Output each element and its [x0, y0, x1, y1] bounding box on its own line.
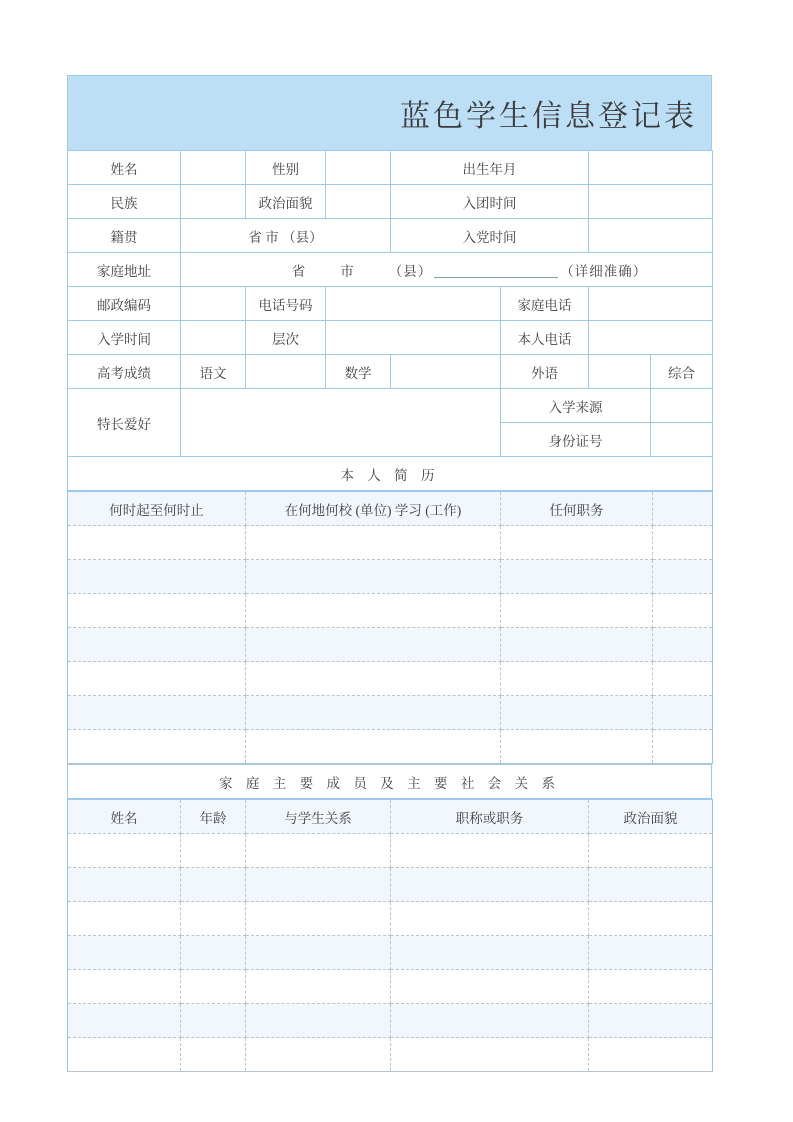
table-header-row — [68, 800, 713, 834]
family-cell-name[interactable] — [68, 970, 181, 1004]
family-cell-title[interactable] — [391, 936, 589, 970]
family-cell-name[interactable] — [68, 834, 181, 868]
table-row[interactable] — [68, 902, 713, 936]
resume-table — [67, 491, 713, 764]
resume-cell-position[interactable] — [501, 628, 653, 662]
field-level[interactable] — [326, 321, 501, 355]
field-math-score[interactable] — [391, 355, 501, 389]
label-name: 姓名 — [68, 151, 181, 185]
resume-cell-institution[interactable] — [246, 730, 501, 764]
field-party-join-date[interactable] — [589, 219, 713, 253]
field-ethnicity[interactable] — [181, 185, 246, 219]
resume-cell-position[interactable] — [501, 662, 653, 696]
family-cell-political-status[interactable] — [589, 834, 713, 868]
resume-cell-extra[interactable] — [653, 696, 713, 730]
table-row — [68, 253, 713, 287]
family-cell-title[interactable] — [391, 1038, 589, 1072]
family-col-political-status: 政治面貌 — [589, 800, 713, 834]
label-phone-number: 电话号码 — [246, 287, 326, 321]
resume-cell-period[interactable] — [68, 730, 246, 764]
family-cell-title[interactable] — [391, 1004, 589, 1038]
basic-info-table — [67, 150, 713, 491]
address-note: （详细准确） — [560, 263, 648, 279]
resume-cell-institution[interactable] — [246, 662, 501, 696]
table-row — [68, 389, 713, 423]
label-ethnicity: 民族 — [68, 185, 181, 219]
resume-cell-period[interactable] — [68, 526, 246, 560]
address-province-label: 省 — [291, 263, 307, 279]
field-gender[interactable] — [326, 151, 391, 185]
resume-cell-position[interactable] — [501, 526, 653, 560]
family-cell-political-status[interactable] — [589, 970, 713, 1004]
resume-cell-extra[interactable] — [653, 662, 713, 696]
student-registration-form — [67, 75, 712, 1072]
table-row — [68, 185, 713, 219]
label-birth-date: 出生年月 — [391, 151, 589, 185]
table-row — [68, 151, 713, 185]
resume-cell-position[interactable] — [501, 696, 653, 730]
family-cell-title[interactable] — [391, 902, 589, 936]
resume-cell-extra[interactable] — [653, 594, 713, 628]
family-cell-relation[interactable] — [246, 1038, 391, 1072]
table-row[interactable] — [68, 662, 713, 696]
resume-col-position: 任何职务 — [501, 492, 653, 526]
table-row[interactable] — [68, 696, 713, 730]
family-col-title: 职称或职务 — [391, 800, 589, 834]
table-header-row — [68, 492, 713, 526]
family-cell-age[interactable] — [181, 1038, 246, 1072]
family-cell-relation[interactable] — [246, 970, 391, 1004]
resume-cell-position[interactable] — [501, 594, 653, 628]
label-home-phone: 家庭电话 — [501, 287, 589, 321]
table-row[interactable] — [68, 1004, 713, 1038]
family-cell-relation[interactable] — [246, 1004, 391, 1038]
family-col-age: 年龄 — [181, 800, 246, 834]
label-exam-scores: 高考成绩 — [68, 355, 181, 389]
field-birth-date[interactable] — [589, 151, 713, 185]
family-cell-name[interactable] — [68, 868, 181, 902]
section-banner-resume: 本 人 简 历 — [68, 457, 713, 491]
resume-cell-extra[interactable] — [653, 560, 713, 594]
label-personal-phone: 本人电话 — [501, 321, 589, 355]
field-admission-source[interactable] — [651, 389, 713, 423]
resume-cell-institution[interactable] — [246, 696, 501, 730]
table-row[interactable] — [68, 730, 713, 764]
field-home-phone[interactable] — [589, 287, 713, 321]
resume-cell-institution[interactable] — [246, 594, 501, 628]
family-table — [67, 799, 713, 1072]
family-cell-title[interactable] — [391, 834, 589, 868]
resume-cell-institution[interactable] — [246, 560, 501, 594]
resume-cell-position[interactable] — [501, 730, 653, 764]
table-row[interactable] — [68, 834, 713, 868]
table-row[interactable] — [68, 1038, 713, 1072]
address-blank-line[interactable] — [434, 277, 558, 278]
field-chinese-score[interactable] — [246, 355, 326, 389]
form-title-band — [67, 75, 712, 150]
family-col-relation: 与学生关系 — [246, 800, 391, 834]
label-gender: 性别 — [246, 151, 326, 185]
table-row — [68, 457, 713, 491]
label-foreign-language: 外语 — [501, 355, 589, 389]
table-row[interactable] — [68, 970, 713, 1004]
family-cell-relation[interactable] — [246, 834, 391, 868]
label-enrollment-date: 入学时间 — [68, 321, 181, 355]
field-name[interactable] — [181, 151, 246, 185]
family-cell-age[interactable] — [181, 868, 246, 902]
family-cell-relation[interactable] — [246, 902, 391, 936]
field-native-place[interactable]: 省 市 （县） — [181, 219, 391, 253]
family-cell-age[interactable] — [181, 834, 246, 868]
resume-col-period: 何时起至何时止 — [68, 492, 246, 526]
family-cell-age[interactable] — [181, 902, 246, 936]
label-league-join-date: 入团时间 — [391, 185, 589, 219]
family-cell-age[interactable] — [181, 936, 246, 970]
label-comprehensive: 综合 — [651, 355, 713, 389]
label-political-status: 政治面貌 — [246, 185, 326, 219]
family-cell-name[interactable] — [68, 936, 181, 970]
resume-cell-extra[interactable] — [653, 526, 713, 560]
page-title: 蓝色学生信息登记表 — [400, 100, 697, 133]
table-row[interactable] — [68, 594, 713, 628]
table-row[interactable] — [68, 936, 713, 970]
family-cell-title[interactable] — [391, 970, 589, 1004]
family-cell-political-status[interactable] — [589, 1038, 713, 1072]
table-row — [68, 287, 713, 321]
label-native-place: 籍贯 — [68, 219, 181, 253]
table-row[interactable] — [68, 526, 713, 560]
section-banner-family: 家 庭 主 要 成 员 及 主 要 社 会 关 系 — [68, 765, 712, 799]
resume-col-extra — [653, 492, 713, 526]
table-row[interactable] — [68, 868, 713, 902]
family-cell-name[interactable] — [68, 1038, 181, 1072]
family-cell-relation[interactable] — [246, 868, 391, 902]
family-cell-relation[interactable] — [246, 936, 391, 970]
family-cell-political-status[interactable] — [589, 1004, 713, 1038]
field-foreign-language-score[interactable] — [589, 355, 651, 389]
family-banner-table — [67, 764, 712, 799]
resume-cell-extra[interactable] — [653, 628, 713, 662]
family-cell-title[interactable] — [391, 868, 589, 902]
field-political-status[interactable] — [326, 185, 391, 219]
resume-cell-period[interactable] — [68, 662, 246, 696]
family-col-name: 姓名 — [68, 800, 181, 834]
resume-cell-extra[interactable] — [653, 730, 713, 764]
family-cell-political-status[interactable] — [589, 868, 713, 902]
field-id-number[interactable] — [651, 423, 713, 457]
field-personal-phone[interactable] — [589, 321, 713, 355]
label-id-number: 身份证号 — [501, 423, 651, 457]
table-row — [68, 355, 713, 389]
resume-cell-period[interactable] — [68, 560, 246, 594]
table-row — [68, 321, 713, 355]
resume-col-institution: 在何地何校 (单位) 学习 (工作) — [246, 492, 501, 526]
family-cell-political-status[interactable] — [589, 902, 713, 936]
label-postal-code: 邮政编码 — [68, 287, 181, 321]
label-admission-source: 入学来源 — [501, 389, 651, 423]
resume-cell-position[interactable] — [501, 560, 653, 594]
table-row — [68, 219, 713, 253]
resume-cell-period[interactable] — [68, 594, 246, 628]
address-city-label: 市 — [340, 263, 355, 279]
table-row — [68, 765, 712, 799]
family-cell-age[interactable] — [181, 1004, 246, 1038]
resume-cell-institution[interactable] — [246, 628, 501, 662]
table-row[interactable] — [68, 628, 713, 662]
family-cell-age[interactable] — [181, 970, 246, 1004]
field-phone-number[interactable] — [326, 287, 501, 321]
field-enrollment-date[interactable] — [181, 321, 246, 355]
table-row[interactable] — [68, 560, 713, 594]
label-math: 数学 — [326, 355, 391, 389]
resume-cell-period[interactable] — [68, 696, 246, 730]
label-home-address: 家庭地址 — [68, 253, 181, 287]
field-league-join-date[interactable] — [589, 185, 713, 219]
label-hobbies: 特长爱好 — [68, 389, 181, 457]
family-cell-political-status[interactable] — [589, 936, 713, 970]
label-level: 层次 — [246, 321, 326, 355]
label-party-join-date: 入党时间 — [391, 219, 589, 253]
field-hobbies[interactable] — [181, 389, 501, 457]
family-cell-name[interactable] — [68, 1004, 181, 1038]
label-chinese: 语文 — [181, 355, 246, 389]
field-home-address[interactable] — [181, 253, 713, 287]
address-county-label: （县） — [388, 263, 433, 279]
resume-cell-period[interactable] — [68, 628, 246, 662]
family-cell-name[interactable] — [68, 902, 181, 936]
resume-cell-institution[interactable] — [246, 526, 501, 560]
field-postal-code[interactable] — [181, 287, 246, 321]
